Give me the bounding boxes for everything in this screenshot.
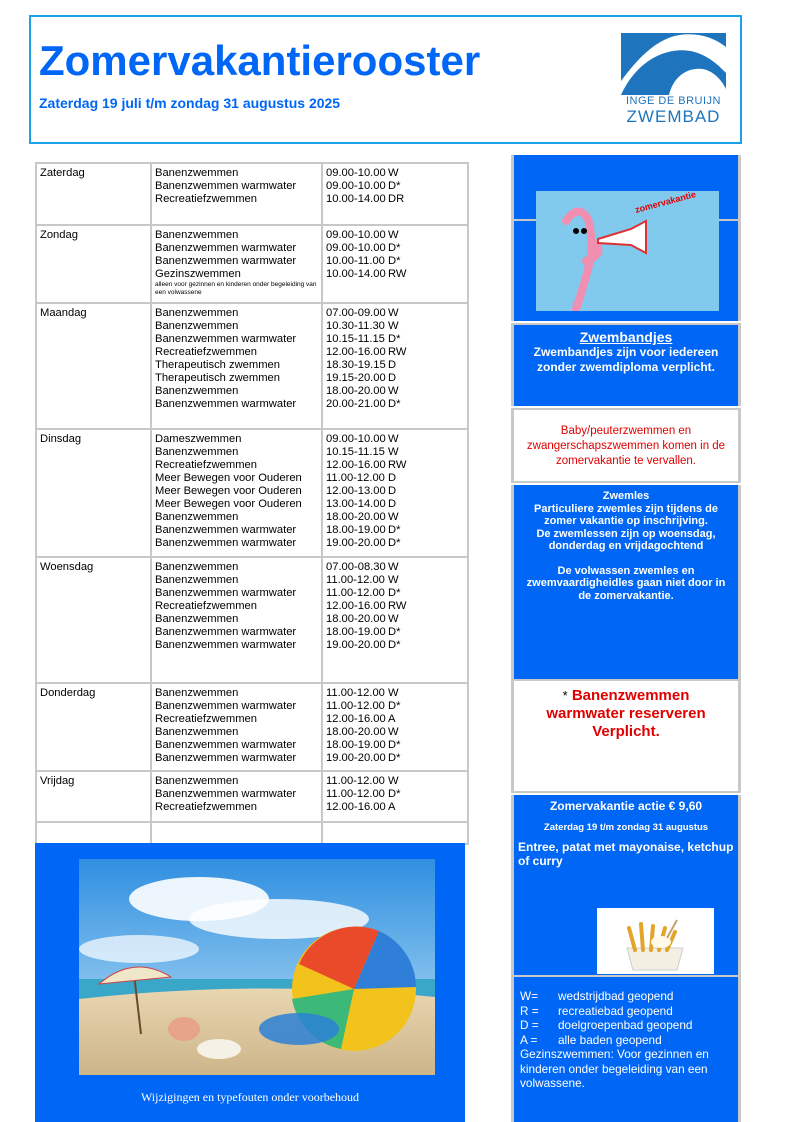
time-range: 12.00-16.00 bbox=[326, 801, 386, 813]
schedule-row bbox=[36, 303, 468, 429]
page-subtitle: Zaterdag 19 juli t/m zondag 31 augustus 2025 bbox=[39, 95, 341, 111]
time-range: 09.00-10.00 bbox=[326, 433, 386, 445]
zwemles-text-1: Particuliere zwemles zijn tijdens de zomer vakantie op inschrijving. bbox=[533, 502, 718, 527]
pool-code: W bbox=[388, 687, 399, 699]
time-slot bbox=[326, 626, 464, 639]
time-slot bbox=[326, 346, 464, 359]
pool-code: D* bbox=[388, 788, 401, 800]
activity-name: Banenzwemmen bbox=[155, 613, 239, 625]
pool-code: W bbox=[388, 229, 399, 241]
pool-code: D* bbox=[388, 700, 401, 712]
actie-dates: Zaterdag 19 t/m zondag 31 augustus bbox=[543, 822, 709, 833]
activity-cell bbox=[151, 429, 322, 557]
time-range: 09.00-10.00 bbox=[326, 180, 386, 192]
activity-name: Meer Bewegen voor Ouderen bbox=[155, 485, 302, 497]
activity-name: Banenzwemmen warmwater bbox=[155, 333, 297, 345]
time-slot bbox=[326, 333, 464, 346]
time-range: 10.15-11.15 bbox=[326, 446, 385, 458]
time-slot bbox=[326, 359, 464, 372]
time-range: 11.00-12.00 bbox=[326, 587, 385, 599]
page-title: Zomervakantierooster bbox=[39, 37, 481, 84]
legend-value: wedstrijdbad geopend bbox=[558, 989, 674, 1003]
pool-code: DR bbox=[388, 193, 405, 205]
schedule-table bbox=[35, 162, 469, 845]
schedule-row bbox=[36, 557, 468, 683]
time-range: 18.00-19.00 bbox=[326, 524, 386, 536]
pool-code: D bbox=[388, 472, 397, 484]
time-range: 18.00-20.00 bbox=[326, 726, 386, 738]
legend-item bbox=[520, 989, 732, 1004]
time-slot bbox=[326, 446, 464, 459]
empty-cell bbox=[322, 822, 468, 844]
pool-code: D bbox=[388, 372, 397, 384]
activity-cell bbox=[151, 557, 322, 683]
legend-value: recreatiebad geopend bbox=[558, 1003, 673, 1018]
activity-name: Recreatiefzwemmen bbox=[155, 346, 257, 358]
activity-cell bbox=[151, 163, 322, 225]
time-range: 19.15-20.00 bbox=[326, 372, 386, 384]
legend-key: D = bbox=[520, 1018, 539, 1032]
zwembandjes-text: Zwembandjes zijn voor iedereen zonder zwemdiploma verplicht. bbox=[533, 345, 719, 374]
empty-cell bbox=[36, 822, 151, 844]
pool-code: W bbox=[388, 446, 399, 458]
time-slot bbox=[326, 385, 464, 398]
activity-name: Banenzwemmen warmwater bbox=[155, 180, 297, 192]
zwemles-title: Zwemles bbox=[602, 490, 650, 502]
pool-code: W bbox=[388, 385, 399, 397]
time-slot bbox=[326, 307, 464, 320]
time-cell bbox=[322, 429, 468, 557]
time-range: 12.00-16.00 bbox=[326, 459, 386, 471]
time-slot bbox=[326, 372, 464, 385]
legend-item bbox=[520, 1004, 732, 1019]
activity-name: Therapeutisch zwemmen bbox=[155, 359, 280, 371]
time-range: 10.00-14.00 bbox=[326, 193, 386, 205]
pool-code: A bbox=[388, 713, 396, 725]
schedule-row bbox=[36, 683, 468, 771]
time-range: 07.00-09.00 bbox=[326, 307, 386, 319]
activity-name: Recreatiefzwemmen bbox=[155, 801, 257, 813]
pool-code: RW bbox=[388, 459, 407, 471]
time-cell bbox=[322, 557, 468, 683]
activity-cell bbox=[151, 303, 322, 429]
time-slot bbox=[326, 752, 464, 765]
time-range: 10.30-11.30 bbox=[326, 320, 385, 332]
time-slot bbox=[326, 700, 464, 713]
schedule-spacer-row bbox=[36, 822, 468, 844]
time-slot bbox=[326, 537, 464, 550]
pool-code: D* bbox=[388, 398, 401, 410]
zwemles-block bbox=[511, 485, 741, 679]
time-slot bbox=[326, 739, 464, 752]
activity-name: Banenzwemmen bbox=[155, 775, 239, 787]
time-cell bbox=[322, 303, 468, 429]
time-range: 09.00-10.00 bbox=[326, 242, 386, 254]
time-range: 19.00-20.00 bbox=[326, 639, 386, 651]
pool-code: D* bbox=[388, 333, 401, 345]
activity-name: Recreatiefzwemmen bbox=[155, 193, 257, 205]
pool-code: RW bbox=[388, 600, 407, 612]
time-slot bbox=[326, 587, 464, 600]
time-slot bbox=[326, 485, 464, 498]
activity-name: Banenzwemmen bbox=[155, 167, 239, 179]
baby-notice: Baby/peuterzwemmen en zwangerschapszwemmen komen in de zomervakantie te vervallen. bbox=[511, 408, 741, 483]
fries-image bbox=[597, 908, 714, 974]
time-slot bbox=[326, 713, 464, 726]
activity-name: Meer Bewegen voor Ouderen bbox=[155, 472, 302, 484]
pool-code: D* bbox=[388, 242, 401, 254]
time-slot bbox=[326, 433, 464, 446]
pool-code: D* bbox=[388, 626, 401, 638]
time-slot bbox=[326, 268, 464, 281]
reserve-notice bbox=[511, 679, 741, 793]
time-range: 18.00-20.00 bbox=[326, 613, 386, 625]
time-slot bbox=[326, 320, 464, 333]
pool-code: RW bbox=[388, 346, 407, 358]
time-range: 09.00-10.00 bbox=[326, 229, 386, 241]
pool-code: D* bbox=[388, 639, 401, 651]
time-slot bbox=[326, 511, 464, 524]
activity-name: Banenzwemmen bbox=[155, 511, 239, 523]
activity-name: Banenzwemmen warmwater bbox=[155, 398, 297, 410]
day-cell: Vrijdag bbox=[36, 771, 151, 822]
legend-key: W= bbox=[520, 989, 539, 1003]
activity-name: Banenzwemmen bbox=[155, 320, 239, 332]
activity-name: Recreatiefzwemmen bbox=[155, 713, 257, 725]
schedule-row bbox=[36, 163, 468, 225]
time-range: 18.30-19.15 bbox=[326, 359, 386, 371]
time-range: 09.00-10.00 bbox=[326, 167, 386, 179]
megaphone-image bbox=[536, 191, 719, 311]
wave-logo-icon bbox=[621, 33, 726, 95]
pool-code: W bbox=[388, 726, 399, 738]
time-slot bbox=[326, 687, 464, 700]
schedule-row bbox=[36, 771, 468, 822]
time-slot bbox=[326, 639, 464, 652]
legend-block bbox=[511, 975, 741, 1122]
activity-name: Banenzwemmen bbox=[155, 229, 239, 241]
time-slot bbox=[326, 459, 464, 472]
time-range: 10.00-14.00 bbox=[326, 268, 386, 280]
activity-name: Banenzwemmen bbox=[155, 561, 239, 573]
time-range: 11.00-12.00 bbox=[326, 574, 385, 586]
legend-value: doelgroepenbad geopend bbox=[558, 1018, 693, 1032]
activity-name: Banenzwemmen warmwater bbox=[155, 242, 297, 254]
pool-code: D bbox=[388, 359, 397, 371]
time-slot bbox=[326, 398, 464, 411]
activity-cell bbox=[151, 771, 322, 822]
pool-code: W bbox=[388, 561, 399, 573]
megaphone-block bbox=[511, 191, 741, 321]
activity-name: Banenzwemmen warmwater bbox=[155, 524, 297, 536]
time-slot bbox=[326, 180, 464, 193]
pool-code: W bbox=[388, 167, 399, 179]
time-slot bbox=[326, 524, 464, 537]
activity-name: Banenzwemmen bbox=[155, 446, 239, 458]
time-slot bbox=[326, 726, 464, 739]
activity-name: Therapeutisch zwemmen bbox=[155, 372, 280, 384]
time-slot bbox=[326, 613, 464, 626]
time-range: 10.00-11.00 bbox=[326, 255, 385, 267]
pool-code: D* bbox=[388, 739, 401, 751]
time-range: 07.00-08.30 bbox=[326, 561, 386, 573]
time-range: 18.00-20.00 bbox=[326, 511, 386, 523]
zwembandjes-title: Zwembandjes bbox=[579, 329, 673, 345]
time-slot bbox=[326, 242, 464, 255]
activity-name: Dameszwemmen bbox=[155, 433, 242, 445]
activity-name: Banenzwemmen bbox=[155, 687, 239, 699]
pool-code: D* bbox=[388, 752, 401, 764]
activity-name: Banenzwemmen warmwater bbox=[155, 700, 297, 712]
time-slot bbox=[326, 229, 464, 242]
pool-code: D* bbox=[388, 524, 401, 536]
time-range: 10.15-11.15 bbox=[326, 333, 385, 345]
zwemles-text-3: De volwassen zwemles en zwemvaardigheidles gaan niet door in de zomervakantie. bbox=[526, 564, 726, 602]
time-cell bbox=[322, 771, 468, 822]
time-slot bbox=[326, 801, 464, 814]
activity-name: Banenzwemmen warmwater bbox=[155, 752, 297, 764]
time-range: 20.00-21.00 bbox=[326, 398, 386, 410]
schedule-row bbox=[36, 225, 468, 303]
time-slot bbox=[326, 775, 464, 788]
time-range: 12.00-16.00 bbox=[326, 346, 386, 358]
time-range: 11.00-12.00 bbox=[326, 775, 385, 787]
empty-cell bbox=[151, 822, 322, 844]
time-range: 13.00-14.00 bbox=[326, 498, 386, 510]
time-range: 11.00-12.00 bbox=[326, 788, 385, 800]
pool-code: RW bbox=[388, 268, 407, 280]
activity-name: Banenzwemmen warmwater bbox=[155, 788, 297, 800]
activity-cell bbox=[151, 225, 322, 303]
time-slot bbox=[326, 167, 464, 180]
activity-cell bbox=[151, 683, 322, 771]
time-slot bbox=[326, 561, 464, 574]
actie-title: Zomervakantie actie € 9,60 bbox=[549, 799, 703, 813]
pool-code: D bbox=[388, 485, 397, 497]
activity-note: alleen voor gezinnen en kinderen onder begeleiding van een volwassene bbox=[155, 281, 317, 296]
pool-code: W bbox=[388, 433, 399, 445]
activity-name: Banenzwemmen warmwater bbox=[155, 626, 297, 638]
time-range: 12.00-13.00 bbox=[326, 485, 386, 497]
time-slot bbox=[326, 193, 464, 206]
legend-item bbox=[520, 1018, 732, 1033]
time-slot bbox=[326, 600, 464, 613]
day-cell: Donderdag bbox=[36, 683, 151, 771]
legend-key: A = bbox=[520, 1032, 538, 1047]
activity-name: Banenzwemmen warmwater bbox=[155, 739, 297, 751]
pool-code: D* bbox=[388, 587, 401, 599]
time-slot bbox=[326, 574, 464, 587]
time-range: 18.00-20.00 bbox=[326, 385, 386, 397]
time-slot bbox=[326, 788, 464, 801]
activity-name: Gezinszwemmen bbox=[155, 268, 241, 280]
activity-name: Banenzwemmen bbox=[155, 385, 239, 397]
activity-name: Banenzwemmen warmwater bbox=[155, 639, 297, 651]
megaphone-label: zomervakantie bbox=[633, 191, 697, 215]
time-range: 18.00-19.00 bbox=[326, 626, 386, 638]
activity-name: Banenzwemmen bbox=[155, 574, 239, 586]
activity-name: Banenzwemmen bbox=[155, 726, 239, 738]
day-cell: Zaterdag bbox=[36, 163, 151, 225]
time-slot bbox=[326, 498, 464, 511]
day-cell: Maandag bbox=[36, 303, 151, 429]
pool-code: D bbox=[388, 498, 397, 510]
time-range: 12.00-16.00 bbox=[326, 713, 386, 725]
pool-code: D* bbox=[388, 180, 401, 192]
zwembandjes-block bbox=[511, 323, 741, 406]
legend-item bbox=[520, 1033, 732, 1048]
time-cell bbox=[322, 683, 468, 771]
schedule-row bbox=[36, 429, 468, 557]
pool-code: A bbox=[388, 801, 396, 813]
activity-name: Banenzwemmen warmwater bbox=[155, 255, 297, 267]
activity-name: Banenzwemmen warmwater bbox=[155, 537, 297, 549]
reserve-star: * bbox=[562, 688, 568, 703]
pool-code: W bbox=[388, 307, 399, 319]
actie-block bbox=[511, 795, 741, 975]
time-cell bbox=[322, 163, 468, 225]
pool-code: W bbox=[388, 613, 399, 625]
pool-code: W bbox=[388, 320, 399, 332]
time-range: 11.00-12.00 bbox=[326, 687, 385, 699]
header-banner bbox=[29, 15, 742, 144]
activity-name: Recreatiefzwemmen bbox=[155, 600, 257, 612]
time-range: 11.00-12.00 bbox=[326, 700, 385, 712]
beach-panel bbox=[35, 843, 465, 1122]
time-range: 12.00-16.00 bbox=[326, 600, 386, 612]
pool-code: W bbox=[388, 574, 399, 586]
actie-text: Entree, patat met mayonaise, ketchup of curry bbox=[518, 840, 734, 868]
day-cell: Woensdag bbox=[36, 557, 151, 683]
legend-list bbox=[520, 989, 732, 1047]
activity-name: Meer Bewegen voor Ouderen bbox=[155, 498, 302, 510]
zwemles-text-2: De zwemlessen zijn op woensdag, donderdag en vrijdagochtend bbox=[536, 527, 716, 552]
day-cell: Dinsdag bbox=[36, 429, 151, 557]
pool-code: W bbox=[388, 775, 399, 787]
activity-name: Recreatiefzwemmen bbox=[155, 459, 257, 471]
pool-logo bbox=[621, 33, 726, 129]
time-range: 11.00-12.00 bbox=[326, 472, 385, 484]
logo-name: INGE DE BRUIJN bbox=[625, 95, 721, 107]
activity-name: Banenzwemmen bbox=[155, 307, 239, 319]
time-range: 18.00-19.00 bbox=[326, 739, 386, 751]
beach-image bbox=[79, 859, 435, 1075]
time-cell bbox=[322, 225, 468, 303]
pool-code: W bbox=[388, 511, 399, 523]
day-cell: Zondag bbox=[36, 225, 151, 303]
time-slot bbox=[326, 255, 464, 268]
time-range: 19.00-20.00 bbox=[326, 752, 386, 764]
logo-subname: ZWEMBAD bbox=[626, 107, 721, 126]
legend-value: alle baden geopend bbox=[558, 1032, 662, 1047]
pool-code: D* bbox=[388, 537, 401, 549]
pool-code: D* bbox=[388, 255, 401, 267]
time-range: 19.00-20.00 bbox=[326, 537, 386, 549]
time-slot bbox=[326, 472, 464, 485]
disclaimer-text: Wijzigingen en typefouten onder voorbehoud bbox=[140, 1090, 360, 1104]
legend-key: R = bbox=[520, 1003, 539, 1018]
legend-note: Gezinszwemmen: Voor gezinnen en kinderen onder begeleiding van een volwassene. bbox=[520, 1047, 709, 1090]
reserve-text: Banenzwemmen warmwater reserveren Verplicht. bbox=[546, 687, 706, 740]
activity-name: Banenzwemmen warmwater bbox=[155, 587, 297, 599]
